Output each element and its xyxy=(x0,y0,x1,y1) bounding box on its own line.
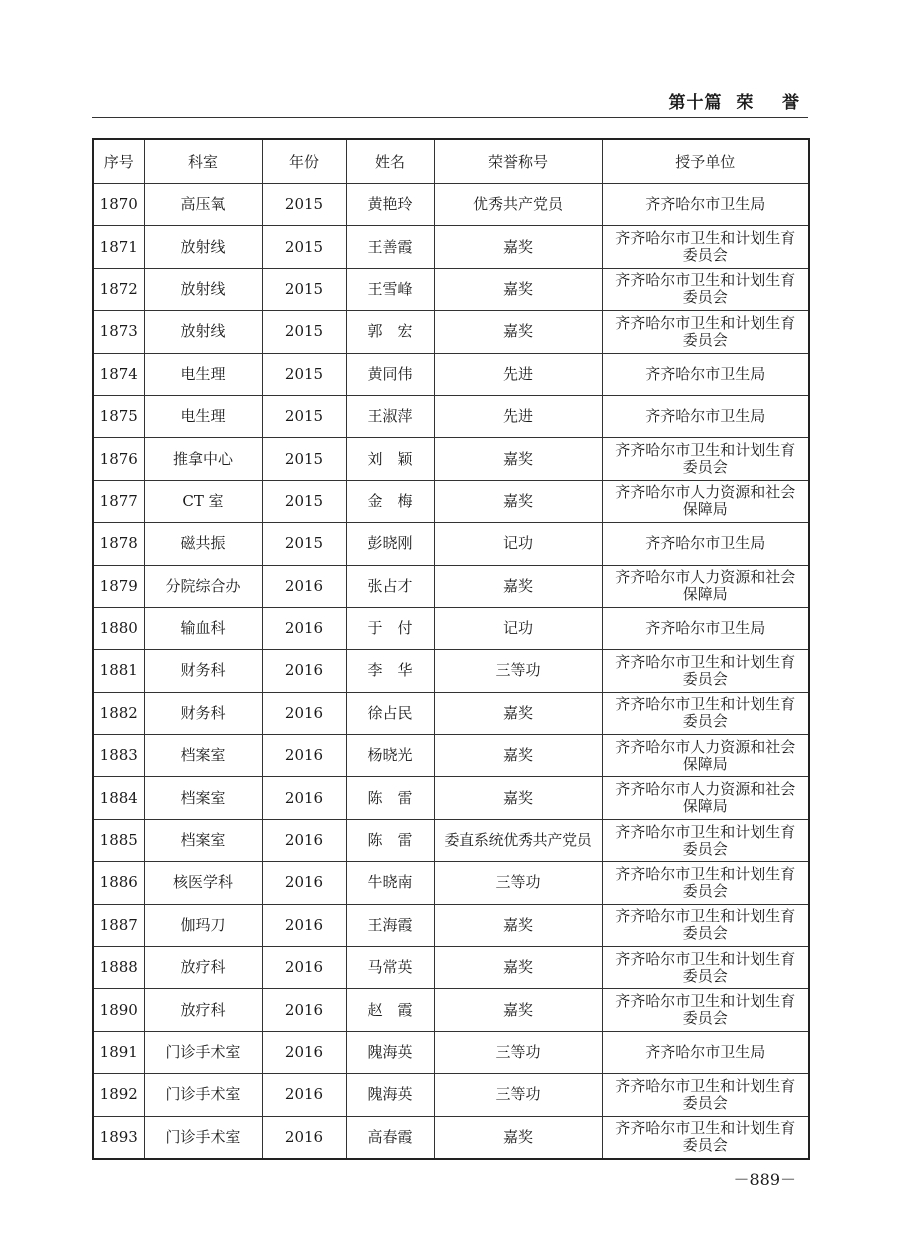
table-row xyxy=(93,947,809,989)
awarding-unit-cell: 齐齐哈尔市卫生和计划生育 委员会 xyxy=(602,1116,809,1159)
awarding-unit-cell: 齐齐哈尔市卫生和计划生育 委员会 xyxy=(602,862,809,904)
index-cell: 1892 xyxy=(93,1074,144,1116)
year-cell: 2015 xyxy=(262,395,346,437)
honor-cell: 嘉奖 xyxy=(434,480,602,522)
department-cell: 财务科 xyxy=(144,650,262,692)
awarding-unit-cell: 齐齐哈尔市卫生和计划生育 委员会 xyxy=(602,226,809,268)
year-cell: 2016 xyxy=(262,777,346,819)
honor-cell: 三等功 xyxy=(434,1031,602,1073)
honor-cell: 嘉奖 xyxy=(434,268,602,310)
honor-cell: 嘉奖 xyxy=(434,1116,602,1159)
awarding-unit-cell: 齐齐哈尔市卫生和计划生育 委员会 xyxy=(602,989,809,1031)
honor-cell: 嘉奖 xyxy=(434,947,602,989)
running-head: 第十篇 荣 誉 xyxy=(668,93,800,113)
department-cell: 伽玛刀 xyxy=(144,904,262,946)
table-row xyxy=(93,777,809,819)
name-cell: 王淑萍 xyxy=(346,395,434,437)
name-cell: 隗海英 xyxy=(346,1074,434,1116)
index-cell: 1872 xyxy=(93,268,144,310)
name-cell: 于 付 xyxy=(346,607,434,649)
awarding-unit-cell: 齐齐哈尔市卫生局 xyxy=(602,395,809,437)
table-row xyxy=(93,607,809,649)
awarding-unit-cell: 齐齐哈尔市卫生和计划生育 委员会 xyxy=(602,650,809,692)
table-row xyxy=(93,1031,809,1073)
name-cell: 刘 颖 xyxy=(346,438,434,480)
awarding-unit-cell: 齐齐哈尔市人力资源和社会 保障局 xyxy=(602,735,809,777)
awarding-unit-cell: 齐齐哈尔市卫生和计划生育 委员会 xyxy=(602,692,809,734)
honor-cell: 嘉奖 xyxy=(434,989,602,1031)
table-row xyxy=(93,735,809,777)
honor-cell: 优秀共产党员 xyxy=(434,184,602,226)
year-cell: 2016 xyxy=(262,904,346,946)
index-cell: 1878 xyxy=(93,523,144,565)
honor-cell: 嘉奖 xyxy=(434,692,602,734)
year-cell: 2016 xyxy=(262,947,346,989)
index-cell: 1871 xyxy=(93,226,144,268)
department-cell: 放疗科 xyxy=(144,947,262,989)
name-cell: 徐占民 xyxy=(346,692,434,734)
year-cell: 2016 xyxy=(262,862,346,904)
name-cell: 黄艳玲 xyxy=(346,184,434,226)
name-cell: 王善霞 xyxy=(346,226,434,268)
department-cell: 放射线 xyxy=(144,268,262,310)
name-cell: 金 梅 xyxy=(346,480,434,522)
awarding-unit-cell: 齐齐哈尔市卫生局 xyxy=(602,1031,809,1073)
index-cell: 1880 xyxy=(93,607,144,649)
honor-cell: 记功 xyxy=(434,607,602,649)
department-cell: 放疗科 xyxy=(144,989,262,1031)
table-row xyxy=(93,353,809,395)
year-cell: 2016 xyxy=(262,819,346,861)
column-header-name: 姓名 xyxy=(346,139,434,184)
year-cell: 2016 xyxy=(262,989,346,1031)
table-row xyxy=(93,311,809,353)
honor-cell: 先进 xyxy=(434,353,602,395)
awarding-unit-cell: 齐齐哈尔市卫生局 xyxy=(602,353,809,395)
index-cell: 1887 xyxy=(93,904,144,946)
awarding-unit-cell: 齐齐哈尔市卫生和计划生育 委员会 xyxy=(602,947,809,989)
index-cell: 1873 xyxy=(93,311,144,353)
honor-cell: 嘉奖 xyxy=(434,904,602,946)
column-header-honor: 荣誉称号 xyxy=(434,139,602,184)
name-cell: 隗海英 xyxy=(346,1031,434,1073)
department-cell: 门诊手术室 xyxy=(144,1074,262,1116)
index-cell: 1876 xyxy=(93,438,144,480)
name-cell: 高春霞 xyxy=(346,1116,434,1159)
department-cell: 档案室 xyxy=(144,819,262,861)
year-cell: 2015 xyxy=(262,268,346,310)
name-cell: 王雪峰 xyxy=(346,268,434,310)
awarding-unit-cell: 齐齐哈尔市人力资源和社会 保障局 xyxy=(602,777,809,819)
honors-table xyxy=(92,138,810,1160)
name-cell: 赵 霞 xyxy=(346,989,434,1031)
header-rule xyxy=(92,117,808,118)
department-cell: 磁共振 xyxy=(144,523,262,565)
department-cell: 门诊手术室 xyxy=(144,1116,262,1159)
index-cell: 1883 xyxy=(93,735,144,777)
year-cell: 2015 xyxy=(262,438,346,480)
table-row xyxy=(93,268,809,310)
table-row xyxy=(93,1116,809,1159)
table-row xyxy=(93,904,809,946)
department-cell: 高压氧 xyxy=(144,184,262,226)
honor-cell: 嘉奖 xyxy=(434,438,602,480)
table-row xyxy=(93,184,809,226)
department-cell: 推拿中心 xyxy=(144,438,262,480)
year-cell: 2015 xyxy=(262,226,346,268)
awarding-unit-cell: 齐齐哈尔市人力资源和社会 保障局 xyxy=(602,480,809,522)
year-cell: 2016 xyxy=(262,735,346,777)
name-cell: 黄同伟 xyxy=(346,353,434,395)
awarding-unit-cell: 齐齐哈尔市卫生和计划生育 委员会 xyxy=(602,311,809,353)
honor-cell: 委直系统优秀共产党员 xyxy=(434,819,602,861)
table-row xyxy=(93,438,809,480)
table-row xyxy=(93,862,809,904)
department-cell: 分院综合办 xyxy=(144,565,262,607)
year-cell: 2016 xyxy=(262,607,346,649)
department-cell: 核医学科 xyxy=(144,862,262,904)
index-cell: 1877 xyxy=(93,480,144,522)
index-cell: 1890 xyxy=(93,989,144,1031)
index-cell: 1886 xyxy=(93,862,144,904)
department-cell: 电生理 xyxy=(144,395,262,437)
name-cell: 郭 宏 xyxy=(346,311,434,353)
name-cell: 张占才 xyxy=(346,565,434,607)
awarding-unit-cell: 齐齐哈尔市卫生和计划生育 委员会 xyxy=(602,819,809,861)
awarding-unit-cell: 齐齐哈尔市卫生和计划生育 委员会 xyxy=(602,268,809,310)
index-cell: 1879 xyxy=(93,565,144,607)
name-cell: 陈 雷 xyxy=(346,819,434,861)
year-cell: 2015 xyxy=(262,353,346,395)
department-cell: 放射线 xyxy=(144,311,262,353)
column-header-index: 序号 xyxy=(93,139,144,184)
name-cell: 王海霞 xyxy=(346,904,434,946)
year-cell: 2015 xyxy=(262,523,346,565)
table-row xyxy=(93,523,809,565)
department-cell: 输血科 xyxy=(144,607,262,649)
year-cell: 2016 xyxy=(262,1116,346,1159)
index-cell: 1888 xyxy=(93,947,144,989)
index-cell: 1881 xyxy=(93,650,144,692)
index-cell: 1874 xyxy=(93,353,144,395)
index-cell: 1875 xyxy=(93,395,144,437)
awarding-unit-cell: 齐齐哈尔市卫生和计划生育 委员会 xyxy=(602,904,809,946)
table-row xyxy=(93,565,809,607)
page-number: －889－ xyxy=(733,1170,796,1189)
awarding-unit-cell: 齐齐哈尔市卫生局 xyxy=(602,184,809,226)
table-row xyxy=(93,692,809,734)
name-cell: 李 华 xyxy=(346,650,434,692)
table-row xyxy=(93,1074,809,1116)
index-cell: 1882 xyxy=(93,692,144,734)
index-cell: 1885 xyxy=(93,819,144,861)
honor-cell: 嘉奖 xyxy=(434,777,602,819)
department-cell: 门诊手术室 xyxy=(144,1031,262,1073)
awarding-unit-cell: 齐齐哈尔市卫生和计划生育 委员会 xyxy=(602,1074,809,1116)
table-row xyxy=(93,819,809,861)
department-cell: CT 室 xyxy=(144,480,262,522)
awarding-unit-cell: 齐齐哈尔市卫生局 xyxy=(602,607,809,649)
honor-cell: 嘉奖 xyxy=(434,565,602,607)
name-cell: 陈 雷 xyxy=(346,777,434,819)
table-row xyxy=(93,226,809,268)
honor-cell: 嘉奖 xyxy=(434,311,602,353)
department-cell: 档案室 xyxy=(144,777,262,819)
department-cell: 档案室 xyxy=(144,735,262,777)
column-header-year: 年份 xyxy=(262,139,346,184)
year-cell: 2015 xyxy=(262,480,346,522)
name-cell: 牛晓南 xyxy=(346,862,434,904)
name-cell: 杨晓光 xyxy=(346,735,434,777)
column-header-department: 科室 xyxy=(144,139,262,184)
table-row xyxy=(93,650,809,692)
honor-cell: 三等功 xyxy=(434,650,602,692)
honor-cell: 三等功 xyxy=(434,862,602,904)
year-cell: 2016 xyxy=(262,1031,346,1073)
index-cell: 1893 xyxy=(93,1116,144,1159)
awarding-unit-cell: 齐齐哈尔市人力资源和社会 保障局 xyxy=(602,565,809,607)
department-cell: 放射线 xyxy=(144,226,262,268)
honor-cell: 三等功 xyxy=(434,1074,602,1116)
table-row xyxy=(93,395,809,437)
honor-cell: 记功 xyxy=(434,523,602,565)
year-cell: 2016 xyxy=(262,1074,346,1116)
year-cell: 2016 xyxy=(262,565,346,607)
name-cell: 马常英 xyxy=(346,947,434,989)
column-header-awarding-unit: 授予单位 xyxy=(602,139,809,184)
awarding-unit-cell: 齐齐哈尔市卫生和计划生育 委员会 xyxy=(602,438,809,480)
honor-cell: 先进 xyxy=(434,395,602,437)
year-cell: 2015 xyxy=(262,311,346,353)
name-cell: 彭晓刚 xyxy=(346,523,434,565)
index-cell: 1891 xyxy=(93,1031,144,1073)
table-row xyxy=(93,989,809,1031)
awarding-unit-cell: 齐齐哈尔市卫生局 xyxy=(602,523,809,565)
honor-cell: 嘉奖 xyxy=(434,226,602,268)
index-cell: 1870 xyxy=(93,184,144,226)
year-cell: 2016 xyxy=(262,650,346,692)
year-cell: 2015 xyxy=(262,184,346,226)
year-cell: 2016 xyxy=(262,692,346,734)
department-cell: 财务科 xyxy=(144,692,262,734)
honor-cell: 嘉奖 xyxy=(434,735,602,777)
table-row xyxy=(93,480,809,522)
table-header-row xyxy=(93,139,809,184)
index-cell: 1884 xyxy=(93,777,144,819)
department-cell: 电生理 xyxy=(144,353,262,395)
